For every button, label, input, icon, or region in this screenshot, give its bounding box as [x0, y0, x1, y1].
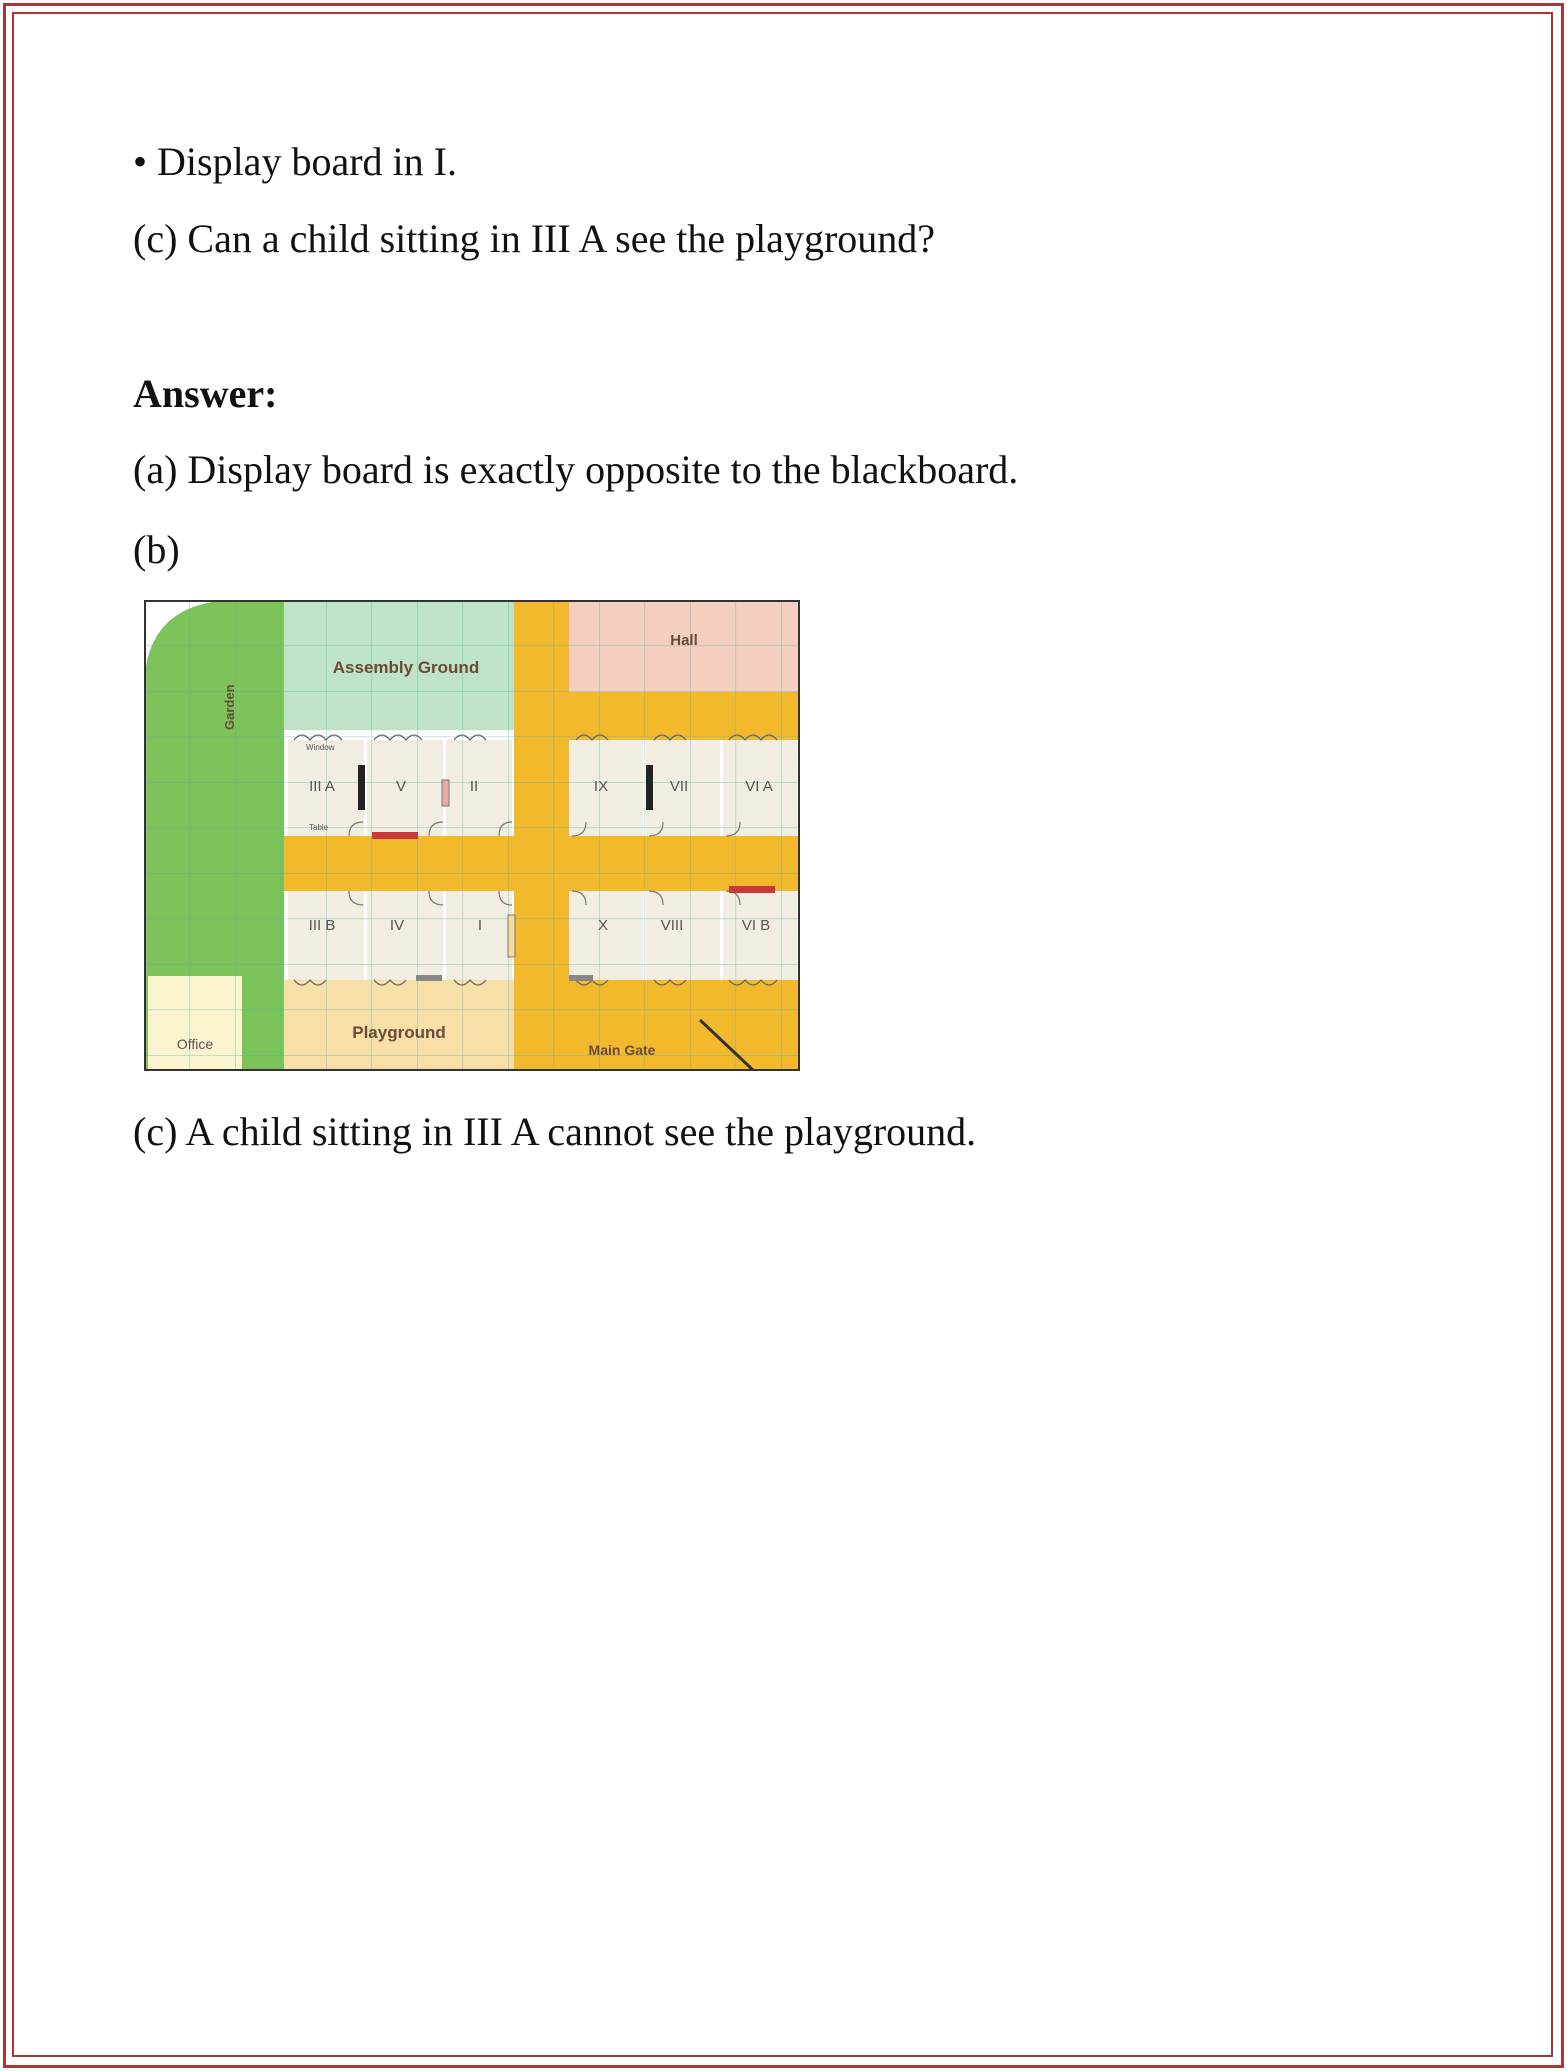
board-iv — [416, 975, 442, 981]
room-label-v: V — [395, 778, 407, 795]
blackboard-iiia — [358, 765, 365, 810]
display-board-iiia — [372, 832, 418, 839]
room-label-iv: IV — [389, 917, 405, 934]
playground-label: Playground — [352, 1023, 446, 1042]
display-board-i — [508, 915, 515, 957]
board-v — [442, 780, 449, 806]
room-label-x: X — [597, 917, 609, 934]
display-board-vib — [729, 886, 775, 893]
answer-c: (c) A child sitting in III A cannot see the playground. — [133, 1109, 977, 1154]
question-c: (c) Can a child sitting in III A see the playground? — [133, 216, 936, 261]
window-label: Window — [306, 743, 335, 752]
board-x — [569, 975, 593, 981]
garden-label: Garden — [222, 684, 237, 730]
school-map-svg — [144, 600, 800, 1071]
room-label-iiib: III B — [308, 917, 336, 934]
answer-a: (a) Display board is exactly opposite to the blackboard. — [133, 447, 1019, 492]
bullet-display-board: • Display board in I. — [133, 139, 457, 184]
room-label-ii: II — [469, 778, 479, 795]
room-label-via: VI A — [745, 778, 773, 795]
main-gate-label: Main Gate — [588, 1042, 656, 1058]
table-label: Table — [309, 823, 329, 832]
room-label-iiia: III A — [309, 778, 335, 795]
answer-b: (b) — [133, 527, 180, 572]
room-label-ix: IX — [593, 778, 609, 795]
hall-label: Hall — [670, 632, 698, 649]
school-map — [144, 600, 800, 1071]
room-label-vii: VII — [669, 778, 689, 795]
room-label-viii: VIII — [660, 917, 684, 934]
blackboard-vii — [646, 765, 653, 810]
room-label-vib: VI B — [741, 917, 771, 934]
answer-heading: Answer: — [133, 371, 278, 416]
assembly-ground-label: Assembly Ground — [332, 658, 480, 677]
room-label-i: I — [477, 917, 483, 934]
office-label: Office — [176, 1036, 214, 1052]
